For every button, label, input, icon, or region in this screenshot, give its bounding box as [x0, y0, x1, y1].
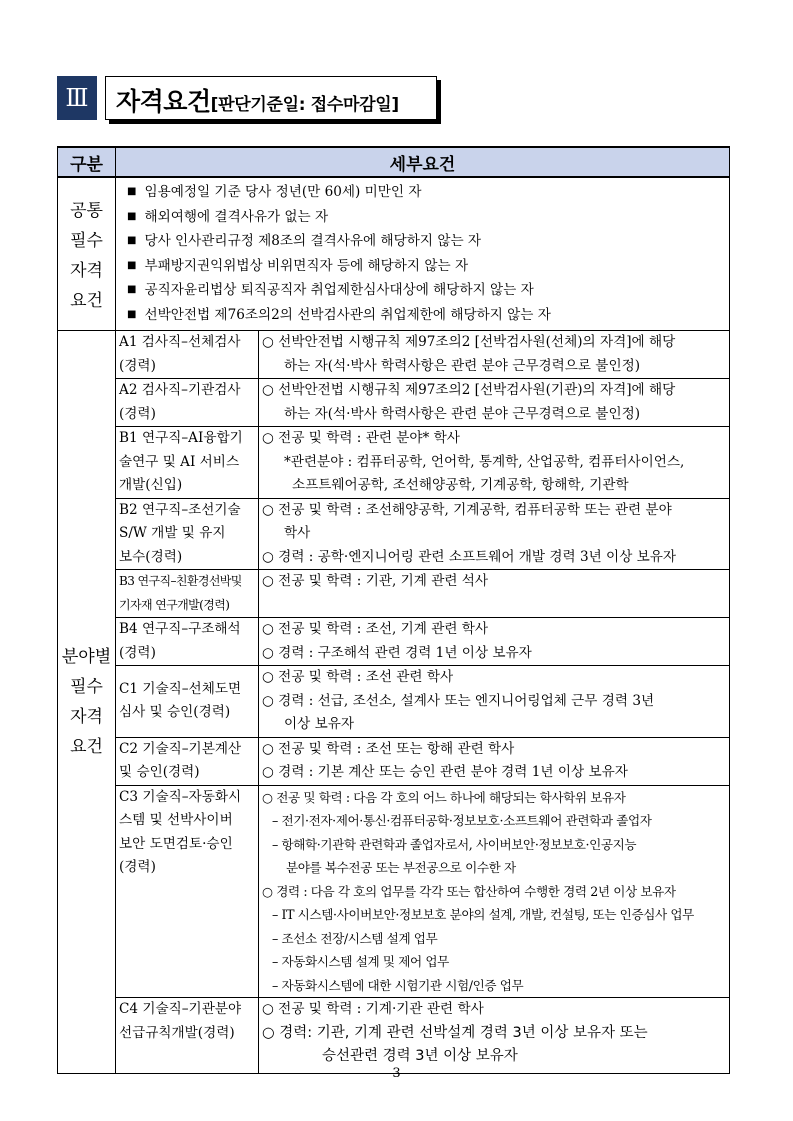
table-row: [58, 666, 730, 738]
detail-line: ○ 경력: 기관, 기계 관련 선박설계 경력 3년 이상 보유자 또는: [262, 1024, 648, 1041]
detail-cell: [259, 737, 730, 785]
position-line: 기자재 연구개발(경력): [119, 597, 230, 612]
detail-line: – 전기·전자·제어·통신·컴퓨터공학·정보보호·소프트웨어 관련학과 졸업자: [272, 813, 652, 828]
position-line: 개발(신입): [119, 477, 183, 493]
table-row: [58, 427, 730, 499]
table-row: [58, 618, 730, 666]
common-requirements-list: [119, 178, 726, 330]
table-row: [58, 785, 730, 998]
position-line: 보안 도면검토·승인: [119, 835, 233, 852]
detail-line: ○ 전공 및 학력 : 관련 분야* 학사: [262, 430, 460, 446]
category-line: 요건: [70, 736, 103, 757]
position-line: (경력): [119, 405, 156, 422]
section-number-badge: Ⅲ: [57, 76, 97, 120]
col-detail-header: 세부요건: [116, 147, 730, 177]
detail-line: 분야를 복수전공 또는 부전공으로 이수한 자: [286, 860, 516, 875]
detail-line: ○ 경력 : 구조해석 관련 경력 1년 이상 보유자: [262, 644, 532, 661]
detail-line: ○ 전공 및 학력 : 조선 또는 항해 관련 학사: [262, 740, 515, 757]
list-item: ■ 해외여행에 결격사유가 없는 자: [127, 206, 726, 231]
detail-line: 승선관련 경력 3년 이상 보유자: [322, 1048, 518, 1064]
category-line: 필수: [70, 231, 103, 251]
position-cell: [116, 785, 259, 998]
table-row: [58, 379, 730, 427]
position-line: 술연구 및 AI 서비스: [119, 453, 240, 470]
position-line: B4 연구직–구조해석: [119, 621, 241, 637]
list-item: ■ 당사 인사관리규정 제8조의 결격사유에 해당하지 않는 자: [127, 230, 726, 255]
position-line: C4 기술직–기관분야: [119, 1001, 242, 1017]
position-line: C1 기술직–선체도면: [119, 680, 242, 697]
position-line: 및 승인(경력): [119, 764, 200, 780]
detail-line: 소프트웨어공학, 조선해양공학, 기계공학, 항해학, 기관학: [292, 477, 629, 493]
position-line: (경력): [119, 859, 156, 875]
detail-line: ○ 전공 및 학력 : 조선 관련 학사: [262, 669, 454, 685]
position-cell: [116, 570, 259, 618]
detail-cell: [259, 618, 730, 666]
position-line: B3 연구직–친환경선박및: [119, 574, 242, 588]
field-category-cell: [58, 331, 116, 1074]
common-requirements-cell: [116, 177, 730, 331]
list-item: ■ 선박안전법 제76조의2의 선박검사관의 취업제한에 해당하지 않는 자: [127, 304, 726, 329]
section-title: [116, 82, 399, 118]
position-line: C2 기술직–기본계산: [119, 740, 242, 757]
position-line: B1 연구직–AI융합기: [119, 430, 243, 446]
position-line: 심사 및 승인(경력): [119, 704, 231, 721]
position-line: 보수(경력): [119, 548, 183, 565]
detail-line: ○ 전공 및 학력 : 기관, 기계 관련 석사: [262, 573, 489, 589]
table-row: [58, 331, 730, 379]
detail-line: ○ 전공 및 학력 : 기계·기관 관련 학사: [262, 1001, 484, 1017]
common-requirements-row: [58, 177, 730, 331]
detail-line: *관련분야 : 컴퓨터공학, 언어학, 통계학, 산업공학, 컴퓨터사이언스,: [284, 453, 685, 470]
list-item: ■ 임용예정일 기준 당사 정년(만 60세) 미만인 자: [127, 181, 726, 206]
category-line: 공통: [70, 201, 103, 221]
detail-line: ○ 경력 : 다음 각 호의 업무를 각각 또는 합산하여 수행한 경력 2년 이상 보유자: [262, 883, 676, 899]
detail-line: ○ 전공 및 학력 : 조선해양공학, 기계공학, 컴퓨터공학 또는 관련 분야: [262, 501, 672, 518]
position-cell: [116, 379, 259, 427]
position-cell: [116, 618, 259, 666]
detail-line: ○ 전공 및 학력 : 조선, 기계 관련 학사: [262, 621, 489, 637]
detail-line: ○ 경력 : 선급, 조선소, 설계사 또는 엔지니어링업체 근무 경력 3년: [262, 692, 655, 709]
position-cell: [116, 737, 259, 785]
section-title-box: [105, 76, 437, 120]
detail-line: 학사: [284, 525, 311, 541]
detail-cell: [259, 498, 730, 570]
detail-line: 하는 자(석·박사 학력사항은 관련 분야 근무경력으로 불인정): [284, 405, 641, 422]
detail-line: – IT 시스템·사이버보안·정보보호 분야의 설계, 개발, 컨설팅, 또는 인증심사 업무: [272, 907, 694, 922]
detail-cell: [259, 998, 730, 1074]
position-line: A1 검사직–선체검사: [119, 334, 241, 350]
table-header-row: [58, 147, 730, 177]
common-category-cell: [58, 177, 116, 331]
table-row: [58, 998, 730, 1074]
table-row: [58, 737, 730, 785]
position-cell: [116, 998, 259, 1074]
detail-cell: [259, 570, 730, 618]
position-cell: [116, 666, 259, 738]
position-cell: [116, 498, 259, 570]
detail-line: ○ 경력 : 공학·엔지니어링 관련 소프트웨어 개발 경력 3년 이상 보유자: [262, 548, 677, 565]
detail-line: ○ 경력 : 기본 계산 또는 승인 관련 분야 경력 1년 이상 보유자: [262, 764, 628, 780]
table-row: [58, 498, 730, 570]
detail-line: – 자동화시스템 설계 및 제어 업무: [272, 954, 449, 969]
position-line: (경력): [119, 357, 156, 374]
list-item: ■ 부패방지권익위법상 비위면직자 등에 해당하지 않는 자: [127, 255, 726, 280]
page-number: - 3 -: [383, 1066, 410, 1081]
detail-line: – 항해학·기관학 관련학과 졸업자로서, 사이버보안·정보보호·인공지능: [272, 836, 637, 852]
position-line: 스템 및 선박사이버: [119, 812, 233, 828]
category-line: 자격: [70, 261, 103, 281]
category-line: 필수: [70, 676, 103, 697]
detail-cell: [259, 379, 730, 427]
detail-line: ○ 선박안전법 시행규칙 제97조의2 [선박검사원(기관)의 자격]에 해당: [262, 382, 676, 398]
section-title-sub: [판단기준일: 접수마감일]: [210, 95, 399, 115]
detail-cell: [259, 331, 730, 379]
position-cell: [116, 331, 259, 379]
section-title-main: 자격요건: [116, 87, 211, 116]
detail-line: ○ 전공 및 학력 : 다음 각 호의 어느 하나에 해당되는 학사학위 보유자: [262, 789, 626, 805]
category-line: 자격: [70, 706, 103, 727]
detail-cell: [259, 666, 730, 738]
position-line: 선급규칙개발(경력): [119, 1024, 235, 1041]
position-line: A2 검사직–기관검사: [119, 382, 241, 398]
detail-cell: [259, 427, 730, 499]
table-row: [58, 570, 730, 618]
position-cell: [116, 427, 259, 499]
qualification-table: [57, 146, 730, 1074]
detail-line: – 조선소 전장/시스템 설계 업무: [272, 930, 438, 946]
detail-line: 하는 자(석·박사 학력사항은 관련 분야 근무경력으로 불인정): [284, 357, 641, 374]
detail-line: 이상 보유자: [284, 716, 354, 732]
category-line: 요건: [70, 291, 103, 311]
category-line: 분야별: [61, 646, 112, 667]
position-line: (경력): [119, 644, 156, 661]
col-category-header: 구분: [58, 147, 116, 177]
position-line: B2 연구직–조선기술: [119, 501, 241, 518]
detail-line: – 자동화시스템에 대한 시험기관 시험/인증 업무: [272, 977, 524, 993]
position-line: S/W 개발 및 유지: [119, 525, 226, 541]
position-line: C3 기술직–자동화시: [119, 788, 242, 805]
detail-cell: [259, 785, 730, 998]
list-item: ■ 공직자윤리법상 퇴직공직자 취업제한심사대상에 해당하지 않는 자: [127, 279, 726, 304]
detail-line: ○ 선박안전법 시행규칙 제97조의2 [선박검사원(선체)의 자격]에 해당: [262, 334, 676, 350]
